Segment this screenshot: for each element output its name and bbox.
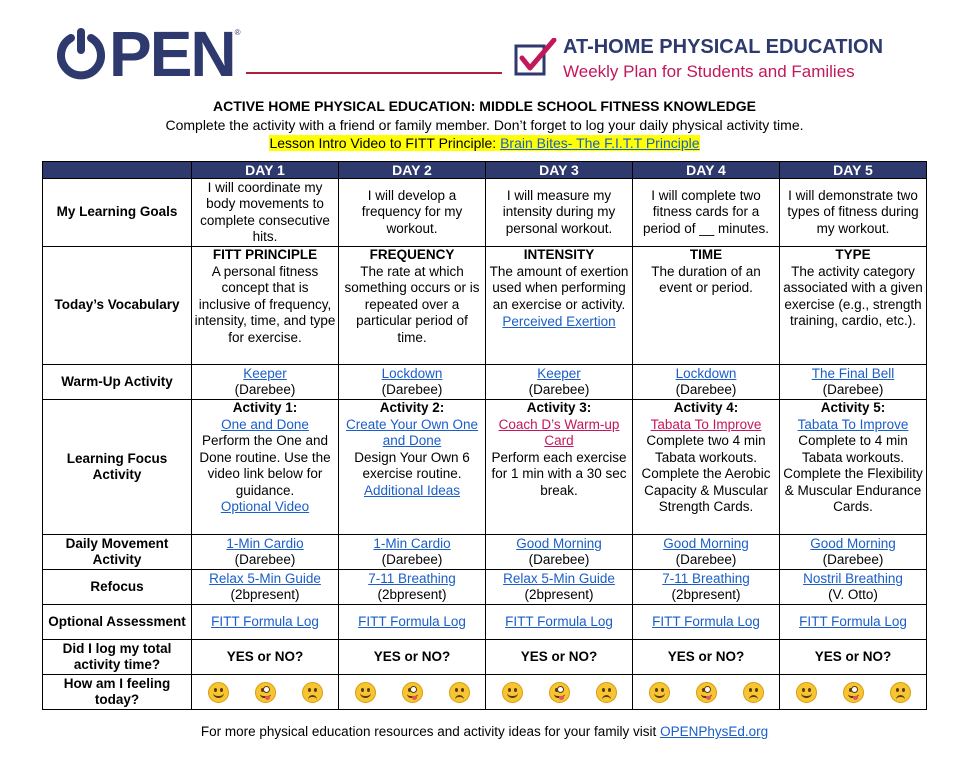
silly-face-icon[interactable] bbox=[843, 682, 864, 703]
activity-title: Activity 3: bbox=[526, 400, 592, 415]
vocab-term: TYPE bbox=[835, 247, 871, 262]
refocus-link[interactable]: 7-11 Breathing bbox=[368, 570, 456, 586]
focus-cell bbox=[192, 400, 339, 535]
refocus-cell bbox=[192, 570, 339, 605]
fitt-log-link[interactable]: FITT Formula Log bbox=[799, 613, 907, 629]
focus-cell bbox=[486, 400, 633, 535]
refocus-link[interactable]: Relax 5-Min Guide bbox=[209, 570, 321, 586]
row-label-log: Did I log my total activity time? bbox=[43, 640, 192, 675]
feeling-cell bbox=[192, 675, 339, 710]
activity-link[interactable]: One and Done bbox=[221, 416, 309, 432]
movement-row bbox=[43, 535, 927, 570]
warmup-cell bbox=[633, 365, 780, 400]
movement-cell bbox=[633, 535, 780, 570]
silly-face-icon[interactable] bbox=[255, 682, 276, 703]
silly-face-icon[interactable] bbox=[549, 682, 570, 703]
activity-title: Activity 2: bbox=[379, 400, 445, 415]
day-header: DAY 2 bbox=[339, 162, 486, 179]
checkbox-check-icon bbox=[514, 38, 558, 78]
log-cell: YES or NO? bbox=[780, 640, 927, 675]
assessment-cell bbox=[192, 605, 339, 640]
happy-face-icon[interactable] bbox=[355, 682, 376, 703]
perceived-exertion-link[interactable]: Perceived Exertion bbox=[502, 314, 616, 329]
registered-mark: ® bbox=[234, 28, 241, 37]
header-title: AT-HOME PHYSICAL EDUCATION bbox=[563, 36, 884, 58]
movement-cell bbox=[192, 535, 339, 570]
silly-face-icon[interactable] bbox=[696, 682, 717, 703]
warmup-cell bbox=[780, 365, 927, 400]
source-label: (Darebee) bbox=[675, 382, 737, 397]
day-header: DAY 5 bbox=[780, 162, 927, 179]
activity-text: Complete two 4 min Tabata workouts. Complete the Aerobic Capacity & Muscular Strength Cards. bbox=[641, 433, 771, 514]
fitt-log-link[interactable]: FITT Formula Log bbox=[505, 613, 613, 629]
warmup-link[interactable]: Keeper bbox=[243, 365, 287, 381]
footer bbox=[0, 724, 969, 739]
log-cell: YES or NO? bbox=[339, 640, 486, 675]
vocab-cell bbox=[633, 247, 780, 365]
focus-cell bbox=[339, 400, 486, 535]
feeling-cell bbox=[339, 675, 486, 710]
day-header-row bbox=[43, 162, 927, 179]
assessment-cell bbox=[780, 605, 927, 640]
day-header: DAY 3 bbox=[486, 162, 633, 179]
day-header: DAY 4 bbox=[633, 162, 780, 179]
happy-face-icon[interactable] bbox=[502, 682, 523, 703]
goal-cell: I will measure my intensity during my personal workout. bbox=[486, 179, 633, 247]
assessment-cell bbox=[339, 605, 486, 640]
goal-cell: I will demonstrate two types of fitness during my workout. bbox=[780, 179, 927, 247]
activity-title: Activity 1: bbox=[232, 400, 298, 415]
row-label-goals: My Learning Goals bbox=[43, 179, 192, 247]
row-label-feeling: How am I feeling today? bbox=[43, 675, 192, 710]
vocab-term: INTENSITY bbox=[523, 247, 595, 262]
refocus-link[interactable]: Nostril Breathing bbox=[803, 570, 903, 586]
happy-face-icon[interactable] bbox=[796, 682, 817, 703]
activity-text: Design Your Own 6 exercise routine. bbox=[354, 449, 470, 481]
movement-link[interactable]: Good Morning bbox=[516, 535, 602, 551]
source-label: (2bpresent) bbox=[524, 587, 594, 602]
fitt-log-link[interactable]: FITT Formula Log bbox=[652, 613, 760, 629]
logo-text: PEN bbox=[109, 18, 235, 90]
activity-text: Perform the One and Done routine. Use the video link below for guidance. bbox=[199, 433, 331, 498]
movement-cell bbox=[339, 535, 486, 570]
weekly-plan-table bbox=[42, 161, 927, 710]
vocab-cell bbox=[486, 247, 633, 365]
source-label: (Darebee) bbox=[528, 552, 590, 567]
document-instructions: Complete the activity with a friend or family member. Don’t forget to log your daily physical activity time. bbox=[165, 117, 804, 133]
sad-face-icon[interactable] bbox=[743, 682, 764, 703]
source-label: (Darebee) bbox=[675, 552, 737, 567]
vocab-term: FITT PRINCIPLE bbox=[212, 247, 318, 262]
source-label: (Darebee) bbox=[381, 552, 443, 567]
activity-text: Complete to 4 min Tabata workouts. Complete the Flexibility & Muscular Endurance Cards. bbox=[783, 433, 923, 514]
source-label: (Darebee) bbox=[528, 382, 590, 397]
intro-video-link[interactable]: Brain Bites- The F.I.T.T Principle bbox=[500, 135, 700, 151]
source-label: (Darebee) bbox=[822, 382, 884, 397]
feeling-cell bbox=[486, 675, 633, 710]
header-subtitle: Weekly Plan for Students and Families bbox=[563, 62, 855, 81]
silly-face-icon[interactable] bbox=[402, 682, 423, 703]
warmup-link[interactable]: Lockdown bbox=[675, 365, 737, 381]
warmup-link[interactable]: Keeper bbox=[537, 365, 581, 381]
refocus-cell bbox=[339, 570, 486, 605]
warmup-link[interactable]: The Final Bell bbox=[811, 365, 895, 381]
activity-link[interactable]: Create Your Own One and Done bbox=[345, 416, 479, 448]
movement-link[interactable]: Good Morning bbox=[810, 535, 896, 551]
activity-text: Perform each exercise for 1 min with a 30 sec break. bbox=[491, 449, 627, 498]
fitt-log-link[interactable]: FITT Formula Log bbox=[211, 613, 319, 629]
happy-face-icon[interactable] bbox=[649, 682, 670, 703]
vocab-definition: The amount of exertion used when performing an exercise or activity. bbox=[489, 263, 629, 312]
warmup-row bbox=[43, 365, 927, 400]
vocab-definition: A personal fitness concept that is inclusive of frequency, intensity, time, and type for exercise. bbox=[194, 263, 336, 345]
additional-ideas-link[interactable]: Additional Ideas bbox=[363, 482, 461, 498]
vocab-cell bbox=[192, 247, 339, 365]
lesson-intro bbox=[0, 135, 969, 151]
row-label-movement: Daily Movement Activity bbox=[43, 535, 192, 570]
source-label: (2bpresent) bbox=[377, 587, 447, 602]
vocab-definition: The activity category associated with a given exercise (e.g., strength training, cardio, etc.). bbox=[783, 263, 923, 328]
source-label: (2bpresent) bbox=[671, 587, 741, 602]
sad-face-icon[interactable] bbox=[302, 682, 323, 703]
assessment-cell bbox=[633, 605, 780, 640]
vocab-term: FREQUENCY bbox=[369, 247, 455, 262]
vocab-cell bbox=[339, 247, 486, 365]
happy-face-icon[interactable] bbox=[208, 682, 229, 703]
refocus-cell bbox=[633, 570, 780, 605]
activity-link[interactable]: Coach D’s Warm-up Card bbox=[498, 416, 620, 448]
source-label: (V. Otto) bbox=[828, 587, 878, 602]
warmup-link[interactable]: Lockdown bbox=[381, 365, 443, 381]
warmup-cell bbox=[486, 365, 633, 400]
refocus-row bbox=[43, 570, 927, 605]
sad-face-icon[interactable] bbox=[890, 682, 911, 703]
footer-text: For more physical education resources and activity ideas for your family visit bbox=[200, 724, 661, 739]
refocus-cell bbox=[486, 570, 633, 605]
lesson-intro-label: Lesson Intro Video to FITT Principle: bbox=[269, 135, 501, 151]
lesson-intro-highlight bbox=[269, 135, 699, 151]
feeling-cell bbox=[780, 675, 927, 710]
movement-link[interactable]: 1-Min Cardio bbox=[226, 535, 304, 551]
focus-cell bbox=[633, 400, 780, 535]
vocab-cell bbox=[780, 247, 927, 365]
vocab-row bbox=[43, 247, 927, 365]
row-label-warmup: Warm-Up Activity bbox=[43, 365, 192, 400]
refocus-link[interactable]: Relax 5-Min Guide bbox=[503, 570, 615, 586]
refocus-cell bbox=[780, 570, 927, 605]
openphysed-link[interactable]: OPENPhysEd.org bbox=[660, 724, 769, 739]
activity-title: Activity 5: bbox=[820, 400, 886, 415]
vocab-definition: The duration of an event or period. bbox=[651, 263, 761, 295]
feeling-row bbox=[43, 675, 927, 710]
header-corner bbox=[43, 162, 192, 179]
source-label: (Darebee) bbox=[381, 382, 443, 397]
focus-row bbox=[43, 400, 927, 535]
movement-link[interactable]: Good Morning bbox=[663, 535, 749, 551]
row-label-assessment: Optional Assessment bbox=[43, 605, 192, 640]
sad-face-icon[interactable] bbox=[596, 682, 617, 703]
optional-video-link[interactable]: Optional Video bbox=[220, 499, 310, 514]
focus-cell bbox=[780, 400, 927, 535]
row-label-vocab: Today’s Vocabulary bbox=[43, 247, 192, 365]
assessment-row bbox=[43, 605, 927, 640]
row-label-refocus: Refocus bbox=[43, 570, 192, 605]
refocus-link[interactable]: 7-11 Breathing bbox=[662, 570, 750, 586]
warmup-cell bbox=[339, 365, 486, 400]
movement-cell bbox=[780, 535, 927, 570]
activity-title: Activity 4: bbox=[673, 400, 739, 415]
activity-link[interactable]: Tabata To Improve bbox=[797, 416, 909, 432]
log-cell: YES or NO? bbox=[633, 640, 780, 675]
vocab-term: TIME bbox=[689, 247, 723, 262]
activity-link[interactable]: Tabata To Improve bbox=[650, 416, 762, 432]
source-label: (2bpresent) bbox=[230, 587, 300, 602]
day-header: DAY 1 bbox=[192, 162, 339, 179]
vocab-definition: The rate at which something occurs or is repeated over a particular period of time. bbox=[344, 263, 480, 345]
document-title: ACTIVE HOME PHYSICAL EDUCATION: MIDDLE SCHOOL FITNESS KNOWLEDGE bbox=[213, 98, 756, 114]
warmup-cell bbox=[192, 365, 339, 400]
goal-cell: I will develop a frequency for my workout. bbox=[339, 179, 486, 247]
goal-cell: I will complete two fitness cards for a period of __ minutes. bbox=[633, 179, 780, 247]
assessment-cell bbox=[486, 605, 633, 640]
power-o-icon bbox=[55, 28, 107, 80]
fitt-log-link[interactable]: FITT Formula Log bbox=[358, 613, 466, 629]
movement-cell bbox=[486, 535, 633, 570]
movement-link[interactable]: 1-Min Cardio bbox=[373, 535, 451, 551]
feeling-cell bbox=[633, 675, 780, 710]
header-divider bbox=[246, 72, 502, 74]
source-label: (Darebee) bbox=[234, 552, 296, 567]
source-label: (Darebee) bbox=[822, 552, 884, 567]
open-logo bbox=[55, 18, 241, 90]
log-cell: YES or NO? bbox=[486, 640, 633, 675]
log-row bbox=[43, 640, 927, 675]
source-label: (Darebee) bbox=[234, 382, 296, 397]
goals-row bbox=[43, 179, 927, 247]
row-label-focus: Learning Focus Activity bbox=[43, 400, 192, 535]
log-cell: YES or NO? bbox=[192, 640, 339, 675]
sad-face-icon[interactable] bbox=[449, 682, 470, 703]
goal-cell: I will coordinate my body movements to complete consecutive hits. bbox=[192, 179, 339, 247]
